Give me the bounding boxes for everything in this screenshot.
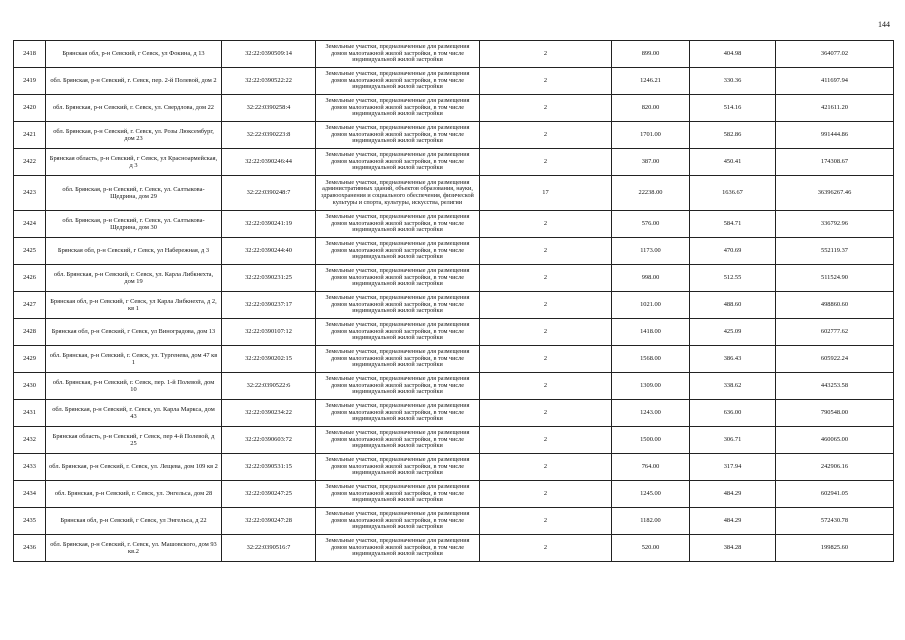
specific-value-cell: 404.98 (690, 41, 776, 68)
cadastral-value-cell: 199825.60 (776, 535, 894, 562)
cadastral-value-cell: 572430.78 (776, 508, 894, 535)
table-body (14, 41, 894, 562)
table-row (14, 265, 894, 292)
table-row (14, 346, 894, 373)
cadastral-value-cell: 605922.24 (776, 346, 894, 373)
area-cell: 764.00 (612, 454, 690, 481)
group-cell: 2 (480, 481, 612, 508)
specific-value-cell: 484.29 (690, 508, 776, 535)
cadastral-number-cell: 32:22:0390247:25 (222, 481, 316, 508)
cadastral-number-cell: 32:22:0390248:7 (222, 176, 316, 211)
cadastral-value-cell: 511524.90 (776, 265, 894, 292)
area-cell: 1568.00 (612, 346, 690, 373)
table-row (14, 454, 894, 481)
table-row (14, 149, 894, 176)
table-row (14, 319, 894, 346)
area-cell: 1500.00 (612, 427, 690, 454)
area-cell: 22238.00 (612, 176, 690, 211)
group-cell: 2 (480, 41, 612, 68)
area-cell: 820.00 (612, 95, 690, 122)
address-cell: Брянская обл, р-н Севский, г Севск, ул Карла Либкнехта, д 2, кв 1 (46, 292, 222, 319)
group-cell: 2 (480, 427, 612, 454)
address-cell: обл. Брянская, р-н Севский, г. Севск, ул. Карла Либкнехта, дом 19 (46, 265, 222, 292)
address-cell: обл. Брянская, р-н Севский, г. Севск, ул. Салтыкова-Щедрина, дом 29 (46, 176, 222, 211)
row-number-cell: 2433 (14, 454, 46, 481)
table-row (14, 508, 894, 535)
specific-value-cell: 338.62 (690, 373, 776, 400)
specific-value-cell: 470.69 (690, 238, 776, 265)
group-cell: 17 (480, 176, 612, 211)
cadastral-value-cell: 790548.00 (776, 400, 894, 427)
group-cell: 2 (480, 238, 612, 265)
table-row (14, 122, 894, 149)
row-number-cell: 2435 (14, 508, 46, 535)
cadastral-value-cell: 498860.60 (776, 292, 894, 319)
area-cell: 1701.00 (612, 122, 690, 149)
row-number-cell: 2421 (14, 122, 46, 149)
group-cell: 2 (480, 535, 612, 562)
cadastral-value-cell: 602777.62 (776, 319, 894, 346)
area-cell: 1246.21 (612, 68, 690, 95)
row-number-cell: 2423 (14, 176, 46, 211)
table-row (14, 238, 894, 265)
land-use-cell: Земельные участки, предназначенные для размещения домов малоэтажной жилой застройки, в том числе индивидуальной жилой застройки (316, 68, 480, 95)
area-cell: 1245.00 (612, 481, 690, 508)
table-row (14, 481, 894, 508)
address-cell: Брянская область, р-н Севский, г Севск, ул Красноармейская, д 3 (46, 149, 222, 176)
group-cell: 2 (480, 95, 612, 122)
table-row (14, 535, 894, 562)
land-use-cell: Земельные участки, предназначенные для размещения домов малоэтажной жилой застройки, в том числе индивидуальной жилой застройки (316, 508, 480, 535)
area-cell: 1243.00 (612, 400, 690, 427)
specific-value-cell: 584.71 (690, 211, 776, 238)
group-cell: 2 (480, 454, 612, 481)
row-number-cell: 2432 (14, 427, 46, 454)
land-use-cell: Земельные участки, предназначенные для размещения домов малоэтажной жилой застройки, в том числе индивидуальной жилой застройки (316, 265, 480, 292)
cadastral-number-cell: 32:22:0390107:12 (222, 319, 316, 346)
area-cell: 1418.00 (612, 319, 690, 346)
address-cell: обл. Брянская, р-н Севский, г. Севск, ул. Тургенева, дом 47 кв 1 (46, 346, 222, 373)
land-use-cell: Земельные участки, предназначенные для размещения домов малоэтажной жилой застройки, в том числе индивидуальной жилой застройки (316, 400, 480, 427)
cadastral-value-cell: 174308.67 (776, 149, 894, 176)
specific-value-cell: 1636.67 (690, 176, 776, 211)
cadastral-value-cell: 991444.86 (776, 122, 894, 149)
specific-value-cell: 450.41 (690, 149, 776, 176)
cadastral-number-cell: 32:22:0390237:17 (222, 292, 316, 319)
cadastral-number-cell: 32:22:0390531:15 (222, 454, 316, 481)
address-cell: обл. Брянская, р-н Севский, г. Севск, пер. 2-й Полевой, дом 2 (46, 68, 222, 95)
group-cell: 2 (480, 292, 612, 319)
table-row (14, 41, 894, 68)
land-use-cell: Земельные участки, предназначенные для размещения домов малоэтажной жилой застройки, в том числе индивидуальной жилой застройки (316, 346, 480, 373)
row-number-cell: 2430 (14, 373, 46, 400)
land-use-cell: Земельные участки, предназначенные для размещения домов малоэтажной жилой застройки, в том числе индивидуальной жилой застройки (316, 122, 480, 149)
row-number-cell: 2428 (14, 319, 46, 346)
cadastral-value-cell: 421611.20 (776, 95, 894, 122)
address-cell: обл. Брянская, р-н Севский, г. Севск, ул. Энгельса, дом 28 (46, 481, 222, 508)
cadastral-value-cell: 336792.96 (776, 211, 894, 238)
row-number-cell: 2420 (14, 95, 46, 122)
specific-value-cell: 386.43 (690, 346, 776, 373)
group-cell: 2 (480, 211, 612, 238)
row-number-cell: 2422 (14, 149, 46, 176)
address-cell: обл. Брянская, р-н Севский, г. Севск, ул. Свердлова, дом 22 (46, 95, 222, 122)
specific-value-cell: 488.60 (690, 292, 776, 319)
table-row (14, 373, 894, 400)
land-use-cell: Земельные участки, предназначенные для размещения домов малоэтажной жилой застройки, в том числе индивидуальной жилой застройки (316, 535, 480, 562)
group-cell: 2 (480, 319, 612, 346)
area-cell: 1173.00 (612, 238, 690, 265)
cadastral-value-cell: 242906.16 (776, 454, 894, 481)
cadastral-number-cell: 32:22:0390247:28 (222, 508, 316, 535)
row-number-cell: 2426 (14, 265, 46, 292)
address-cell: обл. Брянская, р-н Севский, г. Севск, ул. Розы Люксембург, дом 23 (46, 122, 222, 149)
table-row (14, 400, 894, 427)
cadastral-value-cell: 552119.37 (776, 238, 894, 265)
group-cell: 2 (480, 508, 612, 535)
land-use-cell: Земельные участки, предназначенные для размещения домов малоэтажной жилой застройки, в том числе индивидуальной жилой застройки (316, 95, 480, 122)
specific-value-cell: 512.55 (690, 265, 776, 292)
cadastral-number-cell: 32:22:0390246:44 (222, 149, 316, 176)
cadastral-value-cell: 411697.94 (776, 68, 894, 95)
group-cell: 2 (480, 265, 612, 292)
cadastral-number-cell: 32:22:0390509:14 (222, 41, 316, 68)
cadastral-value-cell: 443253.58 (776, 373, 894, 400)
land-use-cell: Земельные участки, предназначенные для размещения домов малоэтажной жилой застройки, в том числе индивидуальной жилой застройки (316, 292, 480, 319)
cadastral-number-cell: 32:22:0390603:72 (222, 427, 316, 454)
land-use-cell: Земельные участки, предназначенные для размещения домов малоэтажной жилой застройки, в том числе индивидуальной жилой застройки (316, 427, 480, 454)
row-number-cell: 2429 (14, 346, 46, 373)
cadastral-number-cell: 32:22:0390522:6 (222, 373, 316, 400)
land-use-cell: Земельные участки, предназначенные для размещения домов малоэтажной жилой застройки, в том числе индивидуальной жилой застройки (316, 41, 480, 68)
area-cell: 899.00 (612, 41, 690, 68)
area-cell: 1021.00 (612, 292, 690, 319)
row-number-cell: 2425 (14, 238, 46, 265)
table-row (14, 427, 894, 454)
address-cell: обл. Брянская, р-н Севский, г. Севск, пер. 1-й Полевой, дом 10 (46, 373, 222, 400)
address-cell: Брянская обл, р-н Севский, г Севск, ул Набережная, д 3 (46, 238, 222, 265)
cadastral-value-cell: 36396267.46 (776, 176, 894, 211)
row-number-cell: 2418 (14, 41, 46, 68)
row-number-cell: 2419 (14, 68, 46, 95)
cadastral-value-cell: 364077.02 (776, 41, 894, 68)
area-cell: 1182.00 (612, 508, 690, 535)
cadastral-number-cell: 32:22:0390258:4 (222, 95, 316, 122)
cadastral-number-cell: 32:22:0390234:22 (222, 400, 316, 427)
specific-value-cell: 317.94 (690, 454, 776, 481)
land-use-cell: Земельные участки, предназначенные для размещения домов малоэтажной жилой застройки, в том числе индивидуальной жилой застройки (316, 238, 480, 265)
area-cell: 387.00 (612, 149, 690, 176)
cadastral-number-cell: 32:22:0390241:19 (222, 211, 316, 238)
address-cell: Брянская область, р-н Севский, г Севск, пер 4-й Полевой, д 25 (46, 427, 222, 454)
specific-value-cell: 425.09 (690, 319, 776, 346)
specific-value-cell: 330.36 (690, 68, 776, 95)
address-cell: Брянская обл, р-н Севский, г Севск, ул Фокина, д 13 (46, 41, 222, 68)
cadastral-value-table (13, 40, 894, 562)
land-use-cell: Земельные участки, предназначенные для размещения домов малоэтажной жилой застройки, в том числе индивидуальной жилой застройки (316, 319, 480, 346)
table-row (14, 68, 894, 95)
row-number-cell: 2431 (14, 400, 46, 427)
address-cell: обл. Брянская, р-н Севский, г. Севск, ул. Машовского, дом 93 кв.2 (46, 535, 222, 562)
cadastral-number-cell: 32:22:0390522:22 (222, 68, 316, 95)
specific-value-cell: 484.29 (690, 481, 776, 508)
area-cell: 520.00 (612, 535, 690, 562)
area-cell: 1309.00 (612, 373, 690, 400)
page-number: 144 (878, 20, 890, 29)
land-use-cell: Земельные участки, предназначенные для размещения домов малоэтажной жилой застройки, в том числе индивидуальной жилой застройки (316, 149, 480, 176)
row-number-cell: 2424 (14, 211, 46, 238)
group-cell: 2 (480, 373, 612, 400)
group-cell: 2 (480, 346, 612, 373)
table-row (14, 292, 894, 319)
address-cell: Брянская обл, р-н Севский, г Севск, ул Энгельса, д 22 (46, 508, 222, 535)
specific-value-cell: 384.28 (690, 535, 776, 562)
address-cell: Брянская обл, р-н Севский, г Севск, ул Виноградова, дом 13 (46, 319, 222, 346)
group-cell: 2 (480, 122, 612, 149)
cadastral-value-cell: 460065.00 (776, 427, 894, 454)
address-cell: обл. Брянская, р-н Севский, г. Севск, ул. Карла Маркса, дом 43 (46, 400, 222, 427)
cadastral-number-cell: 32:22:0390244:40 (222, 238, 316, 265)
group-cell: 2 (480, 400, 612, 427)
specific-value-cell: 636.00 (690, 400, 776, 427)
address-cell: обл. Брянская, р-н Севский, г. Севск, ул. Лещева, дом 109 кв 2 (46, 454, 222, 481)
area-cell: 576.00 (612, 211, 690, 238)
table-row (14, 176, 894, 211)
row-number-cell: 2427 (14, 292, 46, 319)
specific-value-cell: 582.86 (690, 122, 776, 149)
row-number-cell: 2436 (14, 535, 46, 562)
cadastral-number-cell: 32:22:0390231:25 (222, 265, 316, 292)
specific-value-cell: 306.71 (690, 427, 776, 454)
land-use-cell: Земельные участки, предназначенные для размещения домов малоэтажной жилой застройки, в том числе индивидуальной жилой застройки (316, 481, 480, 508)
group-cell: 2 (480, 68, 612, 95)
land-use-cell: Земельные участки, предназначенные для размещения домов малоэтажной жилой застройки, в том числе индивидуальной жилой застройки (316, 211, 480, 238)
cadastral-number-cell: 32:22:0390202:15 (222, 346, 316, 373)
cadastral-number-cell: 32:22:0390223:8 (222, 122, 316, 149)
specific-value-cell: 514.16 (690, 95, 776, 122)
table-row (14, 95, 894, 122)
land-use-cell: Земельные участки, предназначенные для размещения домов малоэтажной жилой застройки, в том числе индивидуальной жилой застройки (316, 454, 480, 481)
address-cell: обл. Брянская, р-н Севский, г. Севск, ул. Салтыкова-Щедрина, дом 30 (46, 211, 222, 238)
area-cell: 998.00 (612, 265, 690, 292)
cadastral-number-cell: 32:22:0390516:7 (222, 535, 316, 562)
group-cell: 2 (480, 149, 612, 176)
row-number-cell: 2434 (14, 481, 46, 508)
land-use-cell: Земельные участки, предназначенные для размещения административных зданий, объектов образования, науки, здравоохранения и социального обеспечения, физической культуры и спорта, культуры, искусства, религии (316, 176, 480, 211)
cadastral-value-cell: 602941.05 (776, 481, 894, 508)
land-use-cell: Земельные участки, предназначенные для размещения домов малоэтажной жилой застройки, в том числе индивидуальной жилой застройки (316, 373, 480, 400)
table-row (14, 211, 894, 238)
